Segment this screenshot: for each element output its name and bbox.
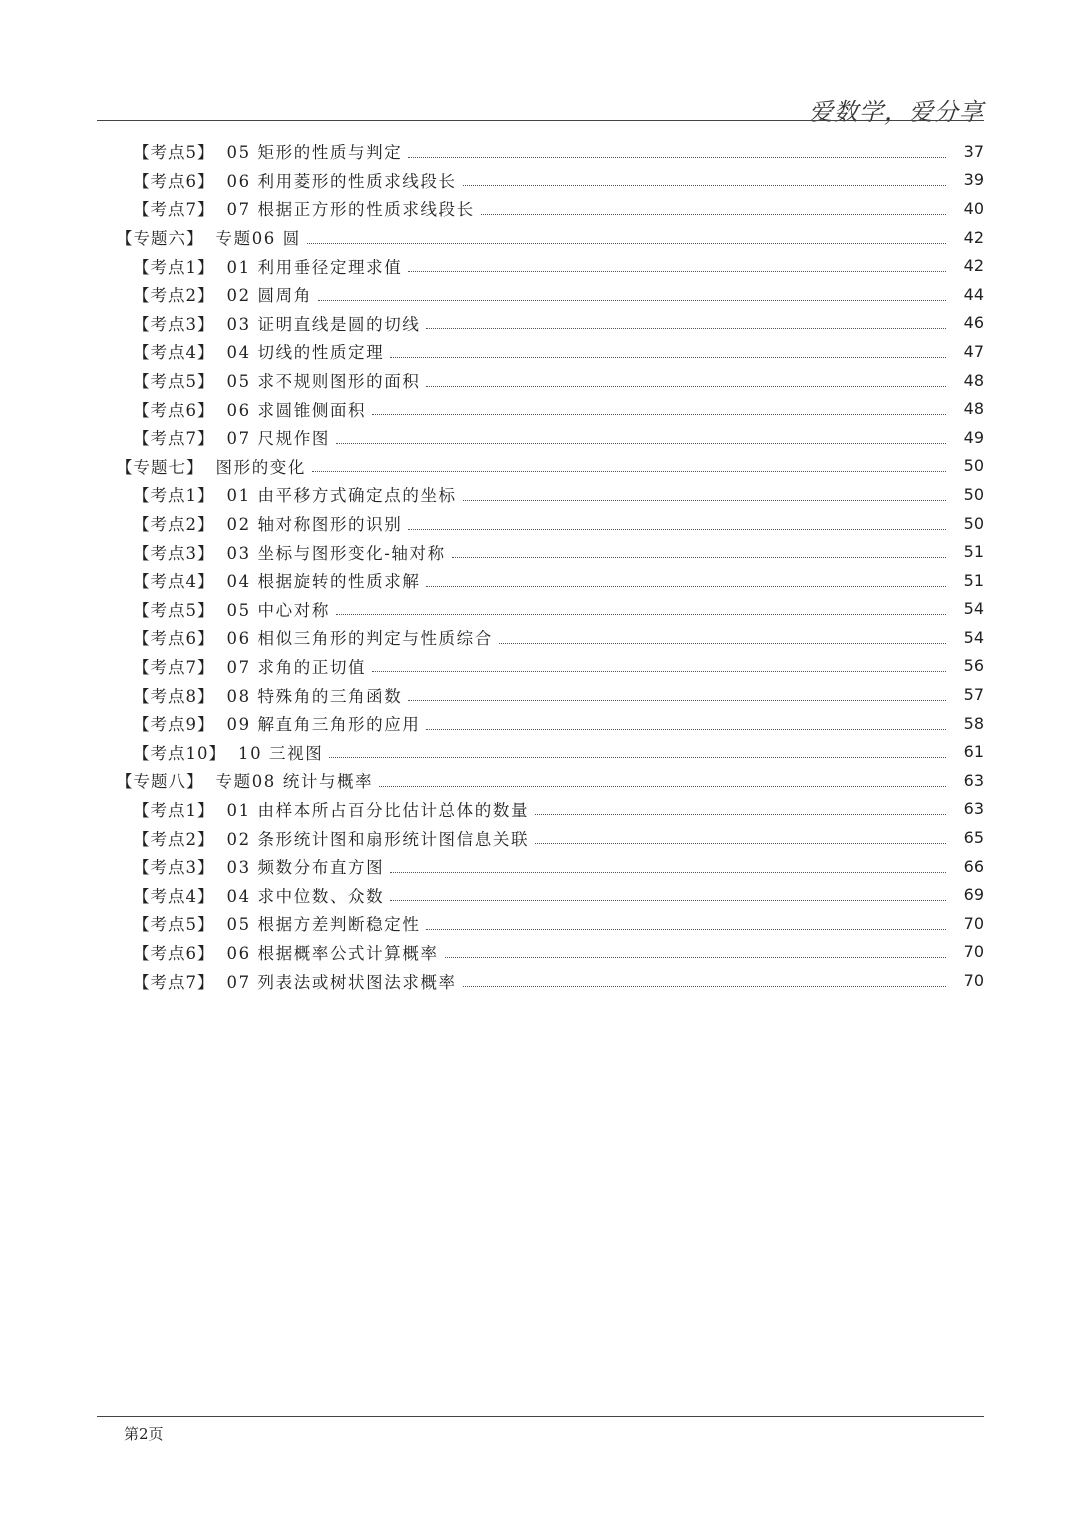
toc-item-entry[interactable]: [0, 823, 1080, 852]
toc-entry-title: 07 根据正方形的性质求线段长: [226, 200, 475, 220]
toc-leader-dots: [426, 729, 946, 730]
toc-entry-tag: 【专题七】: [116, 457, 204, 477]
toc-item-entry[interactable]: [0, 366, 1080, 395]
toc-entry-page: 46: [963, 313, 984, 333]
toc-entry-page: 70: [963, 913, 984, 933]
toc-item-entry[interactable]: [0, 537, 1080, 566]
toc-entry-page: 51: [963, 542, 984, 562]
toc-entry-page: 50: [963, 456, 984, 476]
toc-entry-tag: 【考点5】: [133, 915, 215, 935]
header-slogan: 爱数学，爱分享: [809, 98, 984, 126]
toc-item-entry[interactable]: [0, 251, 1080, 280]
toc-entry-tag: 【考点7】: [133, 429, 215, 449]
toc-entry-page: 66: [963, 856, 984, 876]
toc-entry-tag: 【专题八】: [116, 772, 204, 792]
toc-entry-title: 06 相似三角形的判定与性质综合: [226, 629, 493, 649]
toc-leader-dots: [535, 814, 946, 815]
toc-leader-dots: [481, 214, 946, 215]
toc-entry-title: 02 轴对称图形的识别: [226, 515, 403, 535]
toc-entry-tag: 【考点2】: [133, 515, 215, 535]
toc-leader-dots: [372, 671, 946, 672]
toc-leader-dots: [463, 185, 946, 186]
toc-entry-title: 05 求不规则图形的面积: [226, 372, 421, 392]
toc-entry-title: 03 坐标与图形变化-轴对称: [226, 543, 446, 563]
toc-entry-tag: 【考点3】: [133, 543, 215, 563]
toc-entry-tag: 【考点3】: [133, 314, 215, 334]
toc-entry-page: 56: [963, 656, 984, 676]
toc-item-entry[interactable]: [0, 737, 1080, 766]
toc-entry-title: 01 由平移方式确定点的坐标: [226, 486, 457, 506]
toc-item-entry[interactable]: [0, 423, 1080, 452]
table-of-contents: [0, 137, 1080, 995]
toc-entry-title: 02 条形统计图和扇形统计图信息关联: [226, 829, 530, 849]
toc-entry-page: 65: [963, 828, 984, 848]
toc-entry-title: 04 切线的性质定理: [226, 343, 385, 363]
toc-leader-dots: [463, 986, 946, 987]
header-divider: [97, 120, 984, 121]
toc-item-entry[interactable]: [0, 938, 1080, 967]
toc-leader-dots: [408, 529, 946, 530]
toc-entry-title: 05 根据方差判断稳定性: [226, 915, 421, 935]
toc-item-entry[interactable]: [0, 909, 1080, 938]
toc-entry-title: 03 频数分布直方图: [226, 858, 385, 878]
toc-entry-page: 63: [963, 770, 984, 790]
toc-leader-dots: [408, 157, 946, 158]
toc-leader-dots: [390, 900, 946, 901]
toc-leader-dots: [312, 471, 946, 472]
toc-entry-page: 49: [963, 427, 984, 447]
toc-entry-page: 69: [963, 885, 984, 905]
toc-entry-page: 63: [963, 799, 984, 819]
toc-leader-dots: [452, 557, 946, 558]
toc-entry-tag: 【考点6】: [133, 400, 215, 420]
toc-item-entry[interactable]: [0, 680, 1080, 709]
toc-leader-dots: [336, 443, 946, 444]
toc-leader-dots: [426, 386, 946, 387]
toc-entry-title: 10 三视图: [238, 743, 324, 763]
toc-entry-title: 06 利用菱形的性质求线段长: [226, 171, 457, 191]
toc-entry-title: 03 证明直线是圆的切线: [226, 314, 421, 334]
toc-entry-tag: 【考点1】: [133, 800, 215, 820]
toc-item-entry[interactable]: [0, 652, 1080, 681]
toc-entry-title: 图形的变化: [215, 457, 306, 477]
toc-entry-page: 42: [963, 256, 984, 276]
toc-entry-title: 05 矩形的性质与判定: [226, 143, 403, 163]
toc-entry-tag: 【考点1】: [133, 257, 215, 277]
toc-leader-dots: [379, 786, 946, 787]
toc-entry-page: 42: [963, 227, 984, 247]
toc-entry-tag: 【考点5】: [133, 143, 215, 163]
toc-entry-tag: 【考点4】: [133, 572, 215, 592]
footer-divider: [97, 1416, 984, 1417]
toc-item-entry[interactable]: [0, 966, 1080, 995]
toc-leader-dots: [426, 586, 946, 587]
toc-entry-tag: 【考点1】: [133, 486, 215, 506]
toc-entry-title: 09 解直角三角形的应用: [226, 715, 421, 735]
toc-entry-page: 54: [963, 599, 984, 619]
toc-entry-page: 48: [963, 370, 984, 390]
toc-item-entry[interactable]: [0, 509, 1080, 538]
toc-leader-dots: [426, 328, 946, 329]
toc-entry-page: 50: [963, 484, 984, 504]
toc-entry-page: 50: [963, 513, 984, 533]
toc-entry-tag: 【考点6】: [133, 629, 215, 649]
toc-entry-page: 47: [963, 341, 984, 361]
toc-entry-title: 04 求中位数、众数: [226, 886, 385, 906]
toc-leader-dots: [408, 700, 946, 701]
toc-entry-title: 专题08 统计与概率: [215, 772, 374, 792]
toc-entry-title: 07 求角的正切值: [226, 657, 367, 677]
toc-entry-page: 51: [963, 570, 984, 590]
toc-entry-tag: 【考点6】: [133, 943, 215, 963]
toc-entry-title: 06 根据概率公式计算概率: [226, 943, 439, 963]
toc-entry-page: 39: [963, 170, 984, 190]
toc-entry-tag: 【考点5】: [133, 600, 215, 620]
toc-entry-page: 70: [963, 942, 984, 962]
toc-entry-tag: 【考点2】: [133, 286, 215, 306]
toc-item-entry[interactable]: [0, 194, 1080, 223]
toc-item-entry[interactable]: [0, 394, 1080, 423]
toc-entry-title: 专题06 圆: [215, 229, 301, 249]
toc-entry-title: 05 中心对称: [226, 600, 330, 620]
toc-leader-dots: [307, 243, 946, 244]
toc-leader-dots: [372, 414, 946, 415]
toc-item-entry[interactable]: [0, 337, 1080, 366]
toc-entry-tag: 【考点7】: [133, 200, 215, 220]
toc-entry-page: 48: [963, 399, 984, 419]
toc-leader-dots: [445, 957, 946, 958]
toc-entry-tag: 【专题六】: [116, 229, 204, 249]
page-number: 第2页: [124, 1425, 164, 1443]
toc-entry-title: 07 尺规作图: [226, 429, 330, 449]
toc-entry-title: 07 列表法或树状图法求概率: [226, 972, 457, 992]
toc-leader-dots: [329, 757, 946, 758]
toc-leader-dots: [463, 500, 946, 501]
toc-leader-dots: [499, 643, 946, 644]
toc-item-entry[interactable]: [0, 595, 1080, 624]
toc-entry-title: 01 利用垂径定理求值: [226, 257, 403, 277]
toc-entry-tag: 【考点8】: [133, 686, 215, 706]
toc-item-entry[interactable]: [0, 852, 1080, 881]
toc-item-entry[interactable]: [0, 137, 1080, 166]
toc-entry-tag: 【考点9】: [133, 715, 215, 735]
toc-entry-page: 70: [963, 971, 984, 991]
toc-leader-dots: [408, 271, 946, 272]
toc-entry-title: 08 特殊角的三角函数: [226, 686, 403, 706]
toc-section-entry[interactable]: [0, 766, 1080, 795]
toc-leader-dots: [318, 300, 946, 301]
toc-entry-page: 54: [963, 627, 984, 647]
toc-item-entry[interactable]: [0, 280, 1080, 309]
toc-item-entry[interactable]: [0, 480, 1080, 509]
toc-entry-page: 61: [963, 742, 984, 762]
toc-entry-tag: 【考点2】: [133, 829, 215, 849]
toc-entry-tag: 【考点5】: [133, 372, 215, 392]
toc-item-entry[interactable]: [0, 709, 1080, 738]
toc-section-entry[interactable]: [0, 452, 1080, 481]
toc-leader-dots: [390, 872, 946, 873]
toc-item-entry[interactable]: [0, 795, 1080, 824]
toc-entry-title: 02 圆周角: [226, 286, 312, 306]
toc-item-entry[interactable]: [0, 623, 1080, 652]
toc-entry-tag: 【考点4】: [133, 886, 215, 906]
toc-item-entry[interactable]: [0, 166, 1080, 195]
toc-entry-tag: 【考点4】: [133, 343, 215, 363]
toc-entry-tag: 【考点6】: [133, 171, 215, 191]
toc-item-entry[interactable]: [0, 566, 1080, 595]
toc-leader-dots: [336, 614, 946, 615]
toc-leader-dots: [390, 357, 946, 358]
toc-entry-title: 01 由样本所占百分比估计总体的数量: [226, 800, 530, 820]
toc-entry-title: 04 根据旋转的性质求解: [226, 572, 421, 592]
toc-entry-page: 37: [963, 141, 984, 161]
toc-leader-dots: [535, 843, 946, 844]
toc-entry-tag: 【考点3】: [133, 858, 215, 878]
toc-entry-tag: 【考点7】: [133, 972, 215, 992]
toc-item-entry[interactable]: [0, 880, 1080, 909]
toc-entry-page: 44: [963, 284, 984, 304]
toc-entry-title: 06 求圆锥侧面积: [226, 400, 367, 420]
toc-entry-tag: 【考点7】: [133, 657, 215, 677]
toc-entry-tag: 【考点10】: [133, 743, 226, 763]
toc-entry-page: 57: [963, 685, 984, 705]
toc-item-entry[interactable]: [0, 309, 1080, 338]
toc-entry-page: 40: [963, 198, 984, 218]
toc-leader-dots: [426, 929, 946, 930]
toc-entry-page: 58: [963, 713, 984, 733]
toc-section-entry[interactable]: [0, 223, 1080, 252]
